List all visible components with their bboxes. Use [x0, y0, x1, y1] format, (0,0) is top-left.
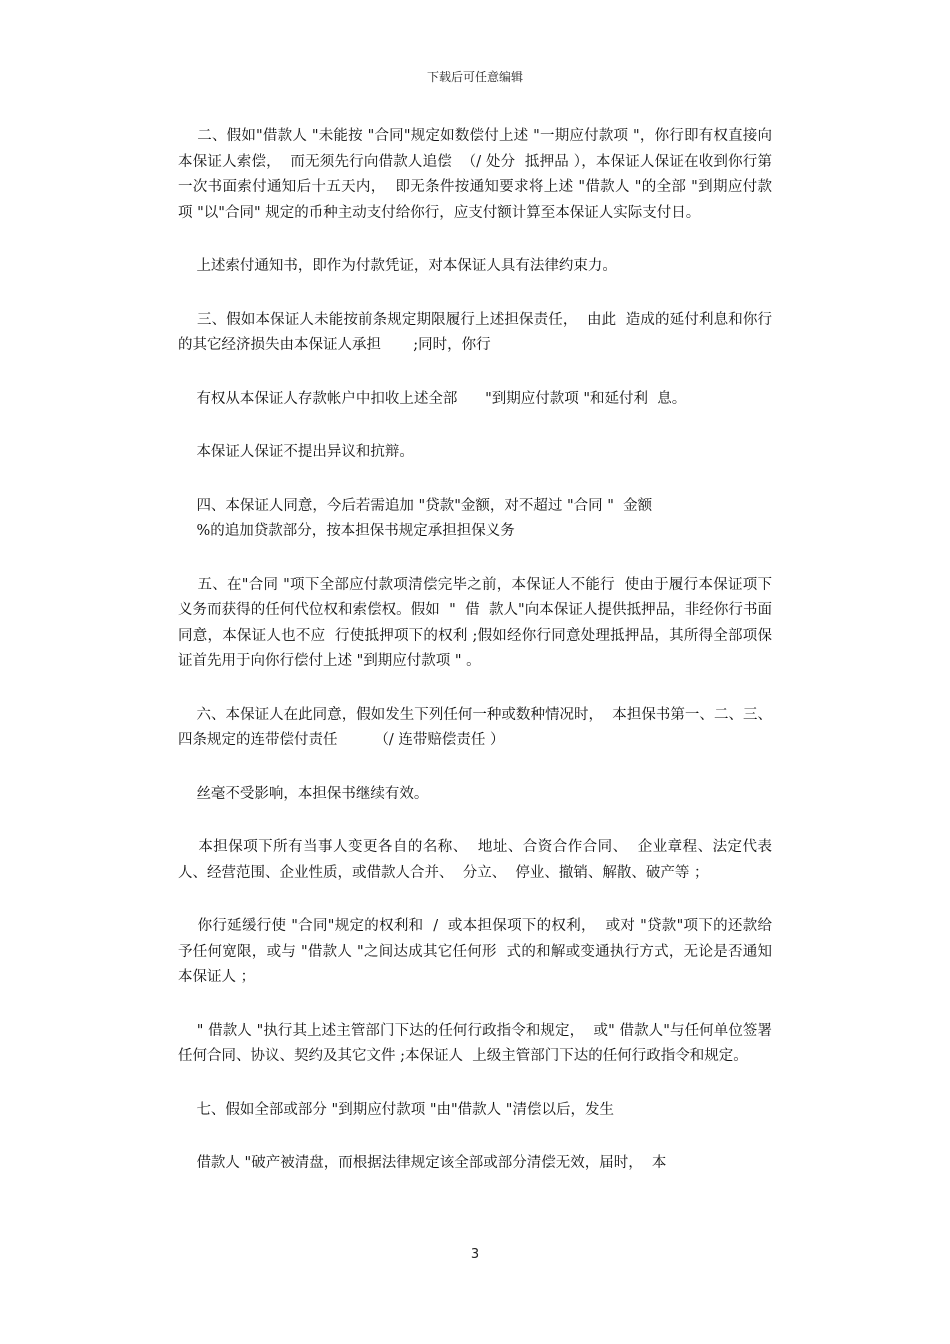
paragraph-7-repayment: 七、假如全部或部分 "到期应付款项 "由"借款人 "清偿以后，发生 [178, 1101, 614, 1118]
paragraph-6-joint-liability: 六、本保证人在此同意，假如发生下列任何一种或数种情况时， 本担保书第一、二、三、四条规定的连带偿付责任 （/ 连带赔偿责任 ） [178, 706, 772, 748]
paragraph-no-objection: 本保证人保证不提出异议和抗辩。 [178, 444, 414, 460]
document-body [178, 124, 782, 1177]
paragraph-bank-delay: 你行延缓行使 "合同"规定的权利和 / 或本担保项下的权利， 或对 "贷款"项下的还款给予任何宽限，或与 "借款人 "之间达成其它任何形 式的和解或变通执行方式，无论是否通知本保证人 ； [178, 918, 772, 985]
paragraph-4-additional-loan: 四、本保证人同意，今后若需追加 "贷款"金额，对不超过 "合同 " 金额 %的追加贷款部分，按本担保书规定承担担保义务 [196, 497, 653, 539]
paragraph-7-liquidation: 借款人 "破产被清盘，而根据法律规定该全部或部分清偿无效，届时， 本 [178, 1155, 667, 1171]
paragraph-party-changes: 本担保项下所有当事人变更各自的名称、 地址、合资合作合同、 企业章程、法定代表人、经营范围、企业性质，或借款人合并、 分立、 停业、撤销、解散、破产等 ； [178, 839, 772, 881]
paragraph-borrower-directives: " 借款人 "执行其上述主管部门下达的任何行政指令和规定， 或" 借款人"与任何单位签署任何合同、协议、契约及其它文件 ;本保证人 上级主管部门下达的任何行政指令和规定。 [178, 1022, 772, 1064]
page-number: 3 [470, 1247, 480, 1262]
paragraph-5-subrogation: 五、在"合同 "项下全部应付款项清偿完毕之前，本保证人不能行 使由于履行本保证项下义务而获得的任何代位权和索偿权。假如 " 借 款人"向本保证人提供抵押品，非经你行书面同意，本保证人也不应 行使抵押项下的权利 ;假如经你行同意处理抵押品，其所得全部项保 证首先用于向你行偿付上述 "到期应付款项 " 。 [178, 576, 782, 669]
paragraph-2-claim: 二、假如"借款人 "未能按 "合同"规定如数偿付上述 "一期应付款项 "，你行即有权直接向本保证人索偿， 而无须先行向借款人追偿 （/ 处分 抵押品 ），本保证人保证在收到你行第一次书面索付通知后十五天内， 即无条件按通知要求将上述 "借款人 "的全部 "到期应付款项 "以"合同" 规定的币种主动支付给你行，应支付额计算至本保证人实际支付日。 [178, 128, 773, 221]
paragraph-notice-binding: 上述索付通知书，即作为付款凭证，对本保证人具有法律约束力。 [178, 258, 617, 274]
paragraph-3-deduction: 有权从本保证人存款帐户中扣收上述全部 "到期应付款项 "和延付利 息。 [178, 390, 687, 407]
paragraph-3-liability: 三、假如本保证人未能按前条规定期限履行上述担保责任， 由此 造成的延付利息和你行的其它经济损失由本保证人承担 ;同时，你行 [178, 311, 772, 353]
paragraph-6-remains-valid: 丝毫不受影响，本担保书继续有效。 [178, 785, 429, 802]
page-header: 下载后可任意编辑 [426, 70, 523, 84]
